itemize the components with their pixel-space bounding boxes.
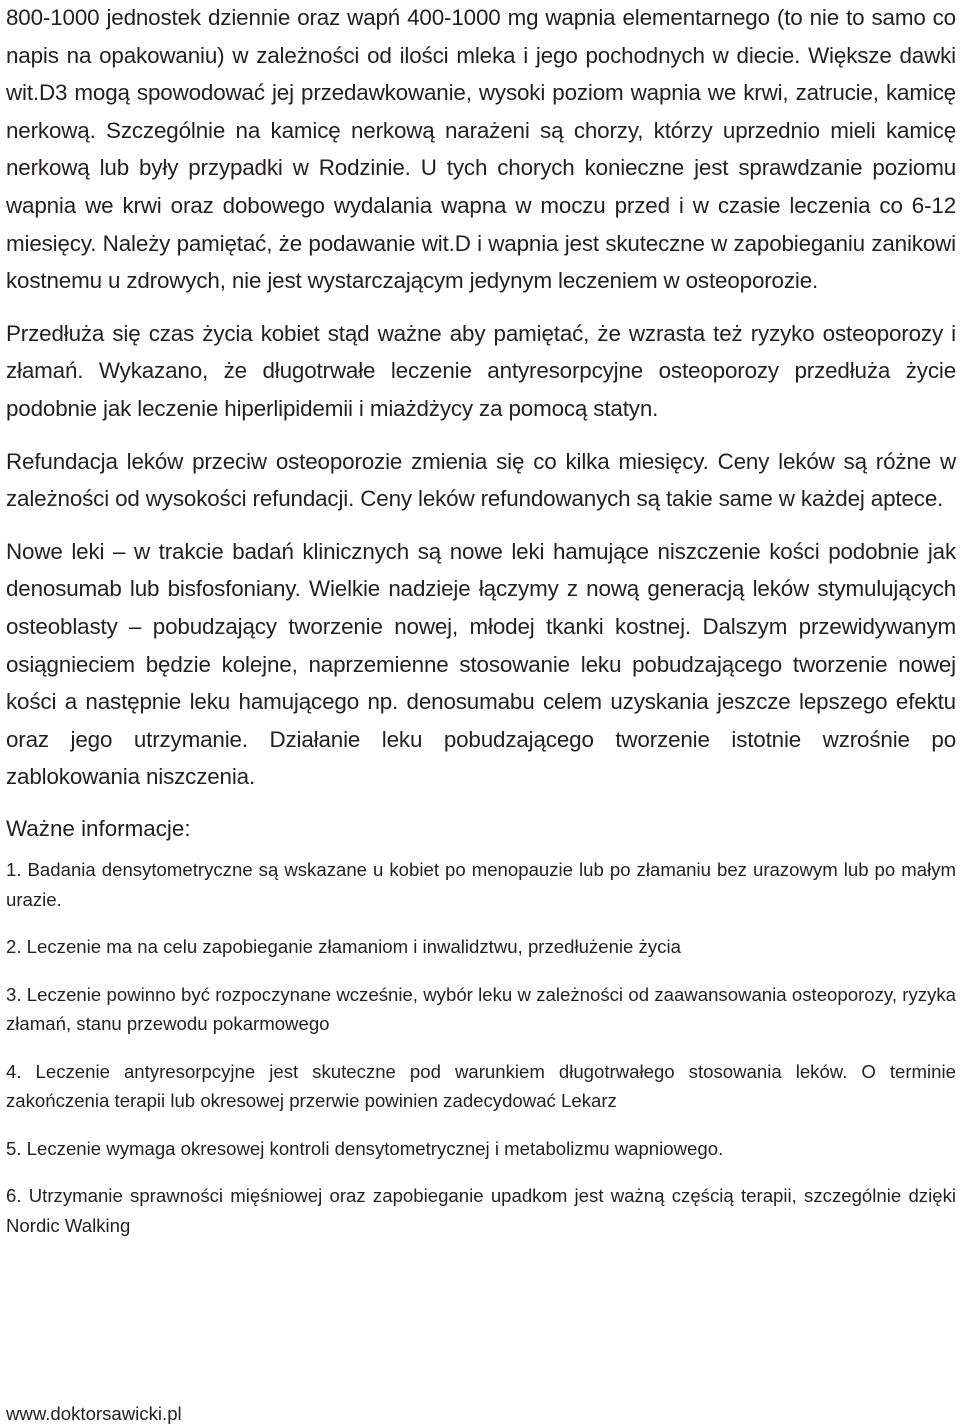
- list-item: 4. Leczenie antyresorpcyjne jest skuteczne pod warunkiem długotrwałego stosowania leków. O terminie zakończenia terapii lub okresowej przerwie powinien zadecydować Lekarz: [6, 1060, 956, 1112]
- paragraph-life-expectancy: Przedłuża się czas życia kobiet stąd ważne aby pamiętać, że wzrasta też ryzyko osteoporozy i złamań. Wykazano, że długotrwałe leczenie antyresorpcyjne osteoporozy przedłuża życie podobnie jak leczenie hiperlipidemii i miażdżycy za pomocą statyn.: [6, 320, 956, 421]
- paragraph-vitamin-d-calcium: 800-1000 jednostek dziennie oraz wapń 400-1000 mg wapnia elementarnego (to nie to samo co napis na opakowaniu) w zależności od ilości mleka i jego pochodnych w diecie. Większe dawki wit.D3 mogą spowodować jej przedawkowanie, wysoki poziom wapnia we krwi, zatrucie, kamicę nerkową. Szczególnie na kamicę nerkową narażeni są chorzy, którzy uprzednio mieli kamicę nerkową lub były przypadki w Rodzinie. U tych chorych konieczne jest sprawdzanie poziomu wapnia we krwi oraz dobowego wydalania wapna w moczu przed i w czasie leczenia co 6-12 miesięcy. Należy pamiętać, że podawanie wit.D i wapnia jest skuteczne w zapobieganiu zanikowi kostnemu u zdrowych, nie jest wystarczającym jedynym leczeniem w osteoporozie.: [6, 5, 956, 294]
- list-item: 1. Badania densytometryczne są wskazane u kobiet po menopauzie lub po złamaniu bez urazowym lub po małym urazie.: [6, 859, 956, 910]
- paragraph-new-drugs: Nowe leki – w trakcie badań klinicznych są nowe leki hamujące niszczenie kości podobnie jak denosumab lub bisfosfoniany. Wielkie nadzieje łączymy z nową generacją leków stymulujących osteoblasty – pobudzający tworzenie nowej, młodej tkanki kostnej. Dalszym przewidywanym osiągnieciem będzie kolejne, naprzemienne stosowanie leku pobudzającego tworzenie nowej kości a następnie leku hamującego np. denosumabu celem uzyskania jeszcze lepszego efektu oraz jego utrzymanie. Działanie leku pobudzającego tworzenie istotnie wzrośnie po zablokowania niszczenia.: [6, 538, 956, 790]
- footer-website: www.doktorsawicki.pl: [6, 1403, 182, 1424]
- document-page: [6, 0, 956, 1240]
- paragraph-reimbursement: Refundacja leków przeciw osteoporozie zmienia się co kilka miesięcy. Ceny leków są różne w zależności od wysokości refundacji. Ceny leków refundowanych są takie same w każdej aptece.: [6, 448, 956, 512]
- important-info-heading: Ważne informacje:: [6, 815, 191, 841]
- list-item: 5. Leczenie wymaga okresowej kontroli densytometrycznej i metabolizmu wapniowego.: [6, 1137, 724, 1159]
- list-item: 6. Utrzymanie sprawności mięśniowej oraz zapobieganie upadkom jest ważną częścią terapii, szczególnie dzięki Nordic Walking: [6, 1185, 956, 1236]
- list-item: 2. Leczenie ma na celu zapobieganie złamaniom i inwalidztwu, przedłużenie życia: [6, 936, 681, 958]
- list-item: 3. Leczenie powinno być rozpoczynane wcześnie, wybór leku w zależności od zaawansowania osteoporozy, ryzyka złamań, stanu przewodu pokarmowego: [6, 983, 956, 1035]
- important-info-list: [6, 855, 956, 1240]
